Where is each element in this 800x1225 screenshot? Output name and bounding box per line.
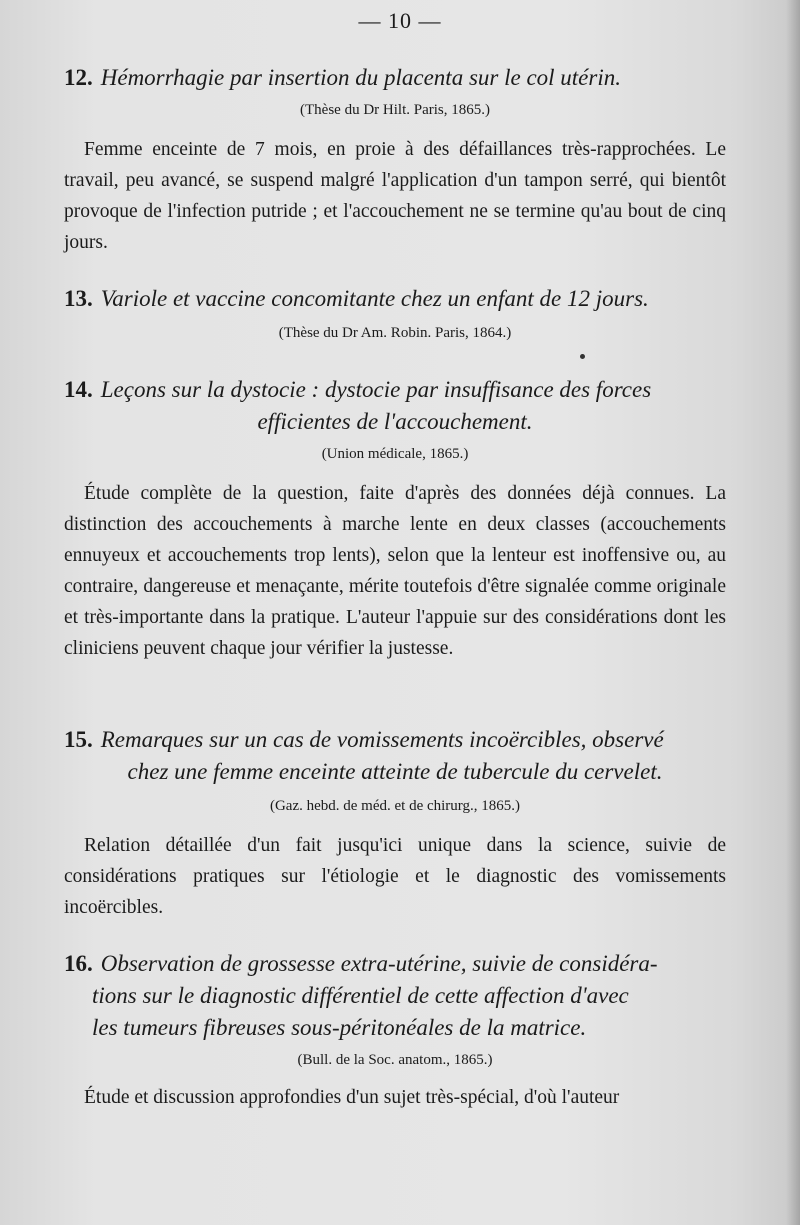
entry-body	[64, 1082, 726, 1113]
entry-body	[64, 134, 726, 258]
entry-number: 12.	[64, 65, 93, 90]
entry-title-line: tions sur le diagnostic différentiel de cette affection d'avec	[92, 983, 629, 1008]
paragraph: Femme enceinte de 7 mois, en proie à des défaillances très-rapprochées. Le travail, peu avancé, se suspend malgré l'application d'un tampon serré, qui bientôt provoque de l'infection putride ; et l'accouchement ne se termine qu'au bout de cinq jours.	[64, 139, 726, 253]
entry-title-line: Observation de grossesse extra-utérine, suivie de considéra-	[100, 951, 658, 976]
entry-14	[64, 374, 726, 664]
paragraph: Relation détaillée d'un fait jusqu'ici unique dans la science, suivie de considérations pratiques sur l'étiologie et le diagnostic des vomissements incoërcibles.	[64, 835, 726, 918]
entry-body	[64, 830, 726, 923]
entry-title	[64, 283, 726, 315]
entry-number: 13.	[64, 286, 93, 311]
entry-source: (Gaz. hebd. de méd. et de chirurg., 1865.)	[269, 798, 521, 814]
entry-title-line: Hémorrhagie par insertion du placenta sur le col utérin.	[100, 65, 621, 90]
ink-speck	[580, 354, 585, 359]
entry-title	[64, 374, 726, 406]
entry-title	[64, 724, 726, 756]
entry-title	[64, 948, 726, 980]
entry-title	[64, 62, 726, 94]
entry-number: 16.	[64, 951, 93, 976]
entry-13	[64, 283, 726, 343]
entry-title-line: chez une femme enceinte atteinte de tubercule du cervelet.	[127, 759, 663, 784]
entry-body	[64, 478, 726, 664]
entry-title-line: Remarques sur un cas de vomissements incoërcibles, observé	[100, 727, 664, 752]
paragraph: Étude complète de la question, faite d'après des données déjà connues. La distinction des accouchements à marche lente en deux classes (accouchements ennuyeux et accouchements trop lents), selon que la lenteur est inoffensive ou, au contraire, dangereuse et menaçante, mérite toutefois d'être signalée comme originale et très-importante dans la pratique. L'auteur l'appuie sur des considérations dont les cliniciens peuvent chaque jour vérifier la justesse.	[64, 483, 726, 659]
paragraph: Étude et discussion approfondies d'un sujet très-spécial, d'où l'auteur	[84, 1087, 620, 1108]
entry-title-line: efficientes de l'accouchement.	[257, 409, 533, 434]
entry-16	[64, 948, 726, 1113]
entry-title-line: Leçons sur la dystocie : dystocie par insuffisance des forces	[100, 377, 652, 402]
entry-15	[64, 724, 726, 923]
entry-number: 15.	[64, 727, 93, 752]
entry-title-line: Variole et vaccine concomitante chez un enfant de 12 jours.	[100, 286, 649, 311]
entry-title-line: les tumeurs fibreuses sous-péritonéales de la matrice.	[92, 1015, 587, 1040]
entry-source: (Union médicale, 1865.)	[321, 446, 469, 462]
entry-12	[64, 62, 726, 258]
entry-number: 14.	[64, 377, 93, 402]
entry-source: (Bull. de la Soc. anatom., 1865.)	[297, 1052, 493, 1068]
entry-source: (Thèse du Dr Hilt. Paris, 1865.)	[300, 102, 490, 118]
page-edge-shadow	[786, 0, 800, 1225]
page-number: — 10 —	[358, 8, 442, 33]
entry-source: (Thèse du Dr Am. Robin. Paris, 1864.)	[278, 325, 512, 341]
